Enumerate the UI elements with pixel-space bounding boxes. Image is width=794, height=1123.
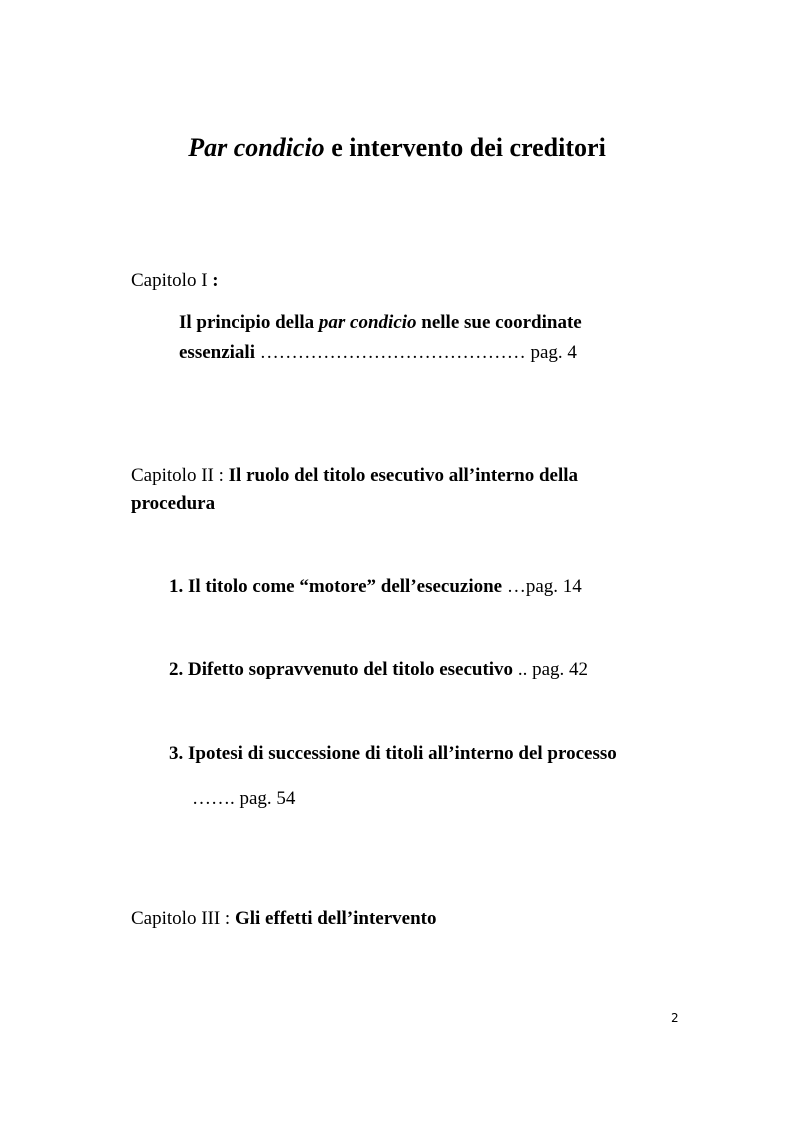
chapter-2-heading-line1: Il ruolo del titolo esecutivo all’interno della (228, 465, 578, 486)
section-2-2 (169, 656, 588, 684)
section-2-1-dots: … (502, 576, 526, 597)
section-2-3-page: pag. 54 (239, 788, 296, 809)
chapter-1-heading-italic: par condicio (318, 312, 417, 333)
chapter-2-label: Capitolo II : (131, 465, 229, 486)
section-2-2-title: Difetto sopravvenuto del titolo esecutivo (188, 659, 514, 680)
chapter-3-label: Capitolo III : (131, 908, 235, 929)
chapter-3-heading: Gli effetti dell’intervento (234, 908, 437, 929)
section-2-2-dots: .. (513, 659, 533, 680)
section-2-3-title: Ipotesi di successione di titoli all’interno del processo (188, 743, 617, 764)
document-title (0, 133, 794, 163)
section-2-3-dots: ……. (192, 788, 240, 809)
section-2-1-number: 1. (169, 576, 184, 597)
section-2-1-page: pag. 14 (525, 576, 582, 597)
section-2-1-title: Il titolo come “motore” dell’esecuzione (188, 576, 503, 597)
chapter-3-line (131, 905, 437, 933)
chapter-1-heading-line2 (179, 339, 577, 367)
section-2-3 (169, 740, 617, 768)
chapter-1-label: Capitolo I (131, 270, 213, 291)
chapter-1-heading-part2: nelle sue coordinate (416, 312, 582, 333)
chapter-1-page: pag. 4 (530, 342, 577, 363)
chapter-1-dots: …………………………………… (255, 342, 531, 363)
section-2-3-pageref (192, 785, 295, 813)
chapter-2-line1 (131, 462, 679, 490)
chapter-1-heading-line1 (179, 309, 679, 337)
chapter-2-heading-line2: procedura (131, 493, 216, 514)
section-2-1 (169, 573, 582, 601)
section-2-2-page: pag. 42 (532, 659, 588, 680)
chapter-1-heading-line2-text: essenziali (179, 342, 255, 363)
page-number: 2 (671, 1011, 679, 1025)
title-rest: e intervento dei creditori (324, 133, 606, 162)
chapter-1-heading-part1: Il principio della (179, 312, 319, 333)
chapter-1-colon: : (212, 270, 219, 291)
title-italic: Par condicio (188, 133, 325, 162)
section-2-3-number: 3. (169, 743, 184, 764)
section-2-2-number: 2. (169, 659, 184, 680)
chapter-1-label-line (131, 267, 219, 295)
